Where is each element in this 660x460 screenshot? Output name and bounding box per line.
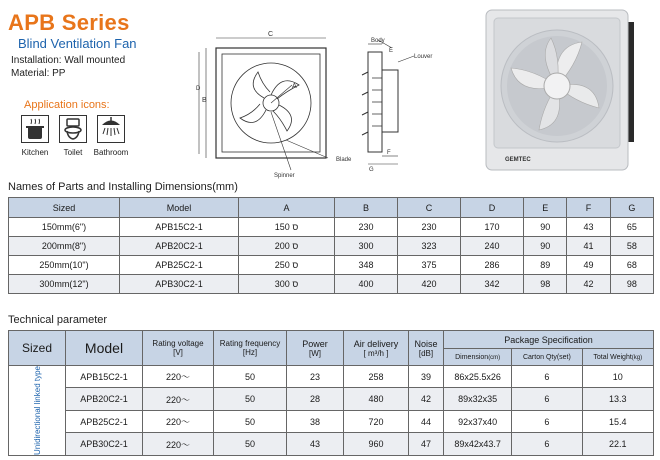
cell-a: ס 300 — [239, 275, 335, 294]
cell-f: 43 — [567, 218, 610, 237]
cell-frequency: 50 — [214, 366, 287, 388]
series-title: APB Series — [8, 10, 130, 35]
cell-e: 98 — [524, 275, 567, 294]
cell-weight: 13.3 — [582, 388, 653, 410]
col-header-b: B — [335, 198, 398, 218]
col-header-e: E — [524, 198, 567, 218]
dimension-header-label: Dimension — [455, 353, 489, 361]
cell-voltage: 220～ — [143, 388, 214, 410]
cell-model: APB20C2-1 — [120, 237, 239, 256]
cell-dimension: 89x42x43.7 — [444, 433, 512, 455]
cell-model: APB30C2-1 — [120, 275, 239, 294]
cell-a: ס 200 — [239, 237, 335, 256]
dim-label-b: B — [202, 97, 207, 104]
group-label: Unidirectional linked type — [32, 366, 42, 455]
col-header-frequency — [214, 331, 287, 366]
noise-header-unit: [dB] — [418, 348, 434, 358]
cell-carton: 6 — [512, 410, 582, 432]
table-row — [9, 366, 654, 388]
cell-dimension: 86x25.5x26 — [444, 366, 512, 388]
air-header-label: Air delivery — [353, 338, 399, 349]
col-header-sized: Sized — [9, 331, 66, 366]
cell-weight: 15.4 — [582, 410, 653, 432]
cell-d: 342 — [461, 275, 524, 294]
col-header-dimension — [444, 349, 512, 366]
cell-d: 286 — [461, 256, 524, 275]
col-header-f: F — [567, 198, 610, 218]
cell-c: 230 — [398, 218, 461, 237]
cell-air: 258 — [344, 366, 409, 388]
col-header-d: D — [461, 198, 524, 218]
cell-power: 43 — [287, 433, 344, 455]
toilet-icon — [59, 115, 87, 143]
col-header-package: Package Specification — [444, 331, 654, 349]
table-row — [9, 410, 654, 432]
application-heading: Application icons: — [24, 99, 110, 111]
cell-f: 41 — [567, 237, 610, 256]
front-blades — [240, 72, 299, 131]
cell-carton: 6 — [512, 366, 582, 388]
cell-carton: 6 — [512, 433, 582, 455]
cell-model: APB25C2-1 — [120, 256, 239, 275]
cell-frequency: 50 — [214, 388, 287, 410]
cell-power: 28 — [287, 388, 344, 410]
cell-noise: 39 — [409, 366, 444, 388]
col-header-a: A — [239, 198, 335, 218]
cell-voltage: 220～ — [143, 410, 214, 432]
frequency-header-label: Rating frequency — [219, 339, 281, 348]
cell-weight: 10 — [582, 366, 653, 388]
cell-f: 42 — [567, 275, 610, 294]
dim-label-a: A — [292, 83, 297, 90]
cell-size: 250mm(10") — [9, 256, 120, 275]
cell-air: 720 — [344, 410, 409, 432]
blade-label: Blade — [336, 157, 352, 163]
kitchen-pot-icon — [21, 115, 49, 143]
col-header-carton: Carton Qty(set) — [512, 349, 582, 366]
cell-air: 480 — [344, 388, 409, 410]
installation-text: Installation: Wall mounted — [11, 55, 126, 66]
dim-label-f: F — [387, 150, 391, 156]
technical-drawing — [196, 30, 458, 180]
table-row — [9, 237, 654, 256]
dim-label-d: D — [196, 86, 201, 92]
body-label: Body — [371, 38, 385, 44]
dimensions-table — [8, 197, 654, 294]
cell-noise: 42 — [409, 388, 444, 410]
table-row — [9, 256, 654, 275]
group-label-cell — [9, 366, 66, 456]
table-row — [9, 218, 654, 237]
cell-noise: 44 — [409, 410, 444, 432]
cell-frequency: 50 — [214, 410, 287, 432]
cell-weight: 22.1 — [582, 433, 653, 455]
cell-model: APB15C2-1 — [120, 218, 239, 237]
cell-e: 90 — [524, 218, 567, 237]
col-header-voltage — [143, 331, 214, 366]
cell-d: 240 — [461, 237, 524, 256]
cell-noise: 47 — [409, 433, 444, 455]
col-header-power — [287, 331, 344, 366]
cell-model: APB30C2-1 — [66, 433, 143, 455]
col-header-weight — [582, 349, 653, 366]
dimension-header-unit: (cm) — [488, 354, 501, 361]
cell-g: 68 — [610, 256, 653, 275]
cell-b: 348 — [335, 256, 398, 275]
table-row — [9, 388, 654, 410]
app-label-bathroom: Bathroom — [93, 148, 129, 157]
cell-g: 65 — [610, 218, 653, 237]
table-header-row — [9, 331, 654, 349]
cell-g: 58 — [610, 237, 653, 256]
shower-icon — [97, 115, 125, 143]
cell-e: 89 — [524, 256, 567, 275]
cell-c: 375 — [398, 256, 461, 275]
spinner-label: Spinner — [274, 173, 295, 179]
material-text: Material: PP — [11, 68, 66, 79]
cell-a: ס 150 — [239, 218, 335, 237]
cell-power: 38 — [287, 410, 344, 432]
dimensions-table-title: Names of Parts and Installing Dimensions(mm) — [8, 181, 238, 193]
cell-g: 98 — [610, 275, 653, 294]
cell-dimension: 89x32x35 — [444, 388, 512, 410]
cell-model: APB20C2-1 — [66, 388, 143, 410]
cell-size: 300mm(12") — [9, 275, 120, 294]
cell-e: 90 — [524, 237, 567, 256]
cell-b: 400 — [335, 275, 398, 294]
cell-dimension: 92x37x40 — [444, 410, 512, 432]
col-header-air — [344, 331, 409, 366]
cell-c: 420 — [398, 275, 461, 294]
cell-model: APB15C2-1 — [66, 366, 143, 388]
col-header-noise — [409, 331, 444, 366]
voltage-header-unit: [V] — [173, 348, 183, 357]
dim-label-e: E — [389, 48, 394, 54]
cell-f: 49 — [567, 256, 610, 275]
dim-label-g: G — [369, 167, 374, 173]
technical-table-title: Technical parameter — [8, 314, 108, 326]
app-label-kitchen: Kitchen — [21, 148, 49, 157]
col-header-model: Model — [66, 331, 143, 366]
louver-label: Louver — [414, 54, 433, 60]
cell-frequency: 50 — [214, 433, 287, 455]
cell-c: 323 — [398, 237, 461, 256]
cell-b: 300 — [335, 237, 398, 256]
cell-model: APB25C2-1 — [66, 410, 143, 432]
weight-header-label: Total Weight — [593, 353, 632, 361]
col-header-model: Model — [120, 198, 239, 218]
table-row — [9, 275, 654, 294]
technical-table — [8, 330, 654, 456]
col-header-sized: Sized — [9, 198, 120, 218]
cell-carton: 6 — [512, 388, 582, 410]
col-header-g: G — [610, 198, 653, 218]
weight-header-unit: (kg) — [631, 354, 643, 361]
table-row — [9, 433, 654, 455]
cell-voltage: 220～ — [143, 433, 214, 455]
cell-size: 150mm(6") — [9, 218, 120, 237]
power-header-label: Power — [302, 338, 328, 349]
app-label-toilet: Toilet — [63, 148, 83, 157]
frequency-header-unit: [Hz] — [242, 348, 258, 357]
cell-d: 170 — [461, 218, 524, 237]
col-header-c: C — [398, 198, 461, 218]
noise-header-label: Noise — [414, 338, 438, 349]
dim-label-c: C — [268, 31, 274, 38]
cell-voltage: 220～ — [143, 366, 214, 388]
product-name: Blind Ventilation Fan — [18, 36, 137, 51]
cell-b: 230 — [335, 218, 398, 237]
power-header-unit: [W] — [309, 348, 321, 358]
table-header-row — [9, 198, 654, 218]
side-louver-housing — [382, 70, 398, 132]
cell-air: 960 — [344, 433, 409, 455]
product-photo — [482, 8, 642, 174]
cell-power: 23 — [287, 366, 344, 388]
cell-size: 200mm(8") — [9, 237, 120, 256]
cell-a: ס 250 — [239, 256, 335, 275]
brand-logo: GEMTEC — [505, 157, 531, 163]
voltage-header-label: Rating voltage — [152, 339, 204, 348]
fan-spinner — [544, 73, 570, 99]
air-header-unit: [ m³/h ] — [363, 348, 389, 358]
